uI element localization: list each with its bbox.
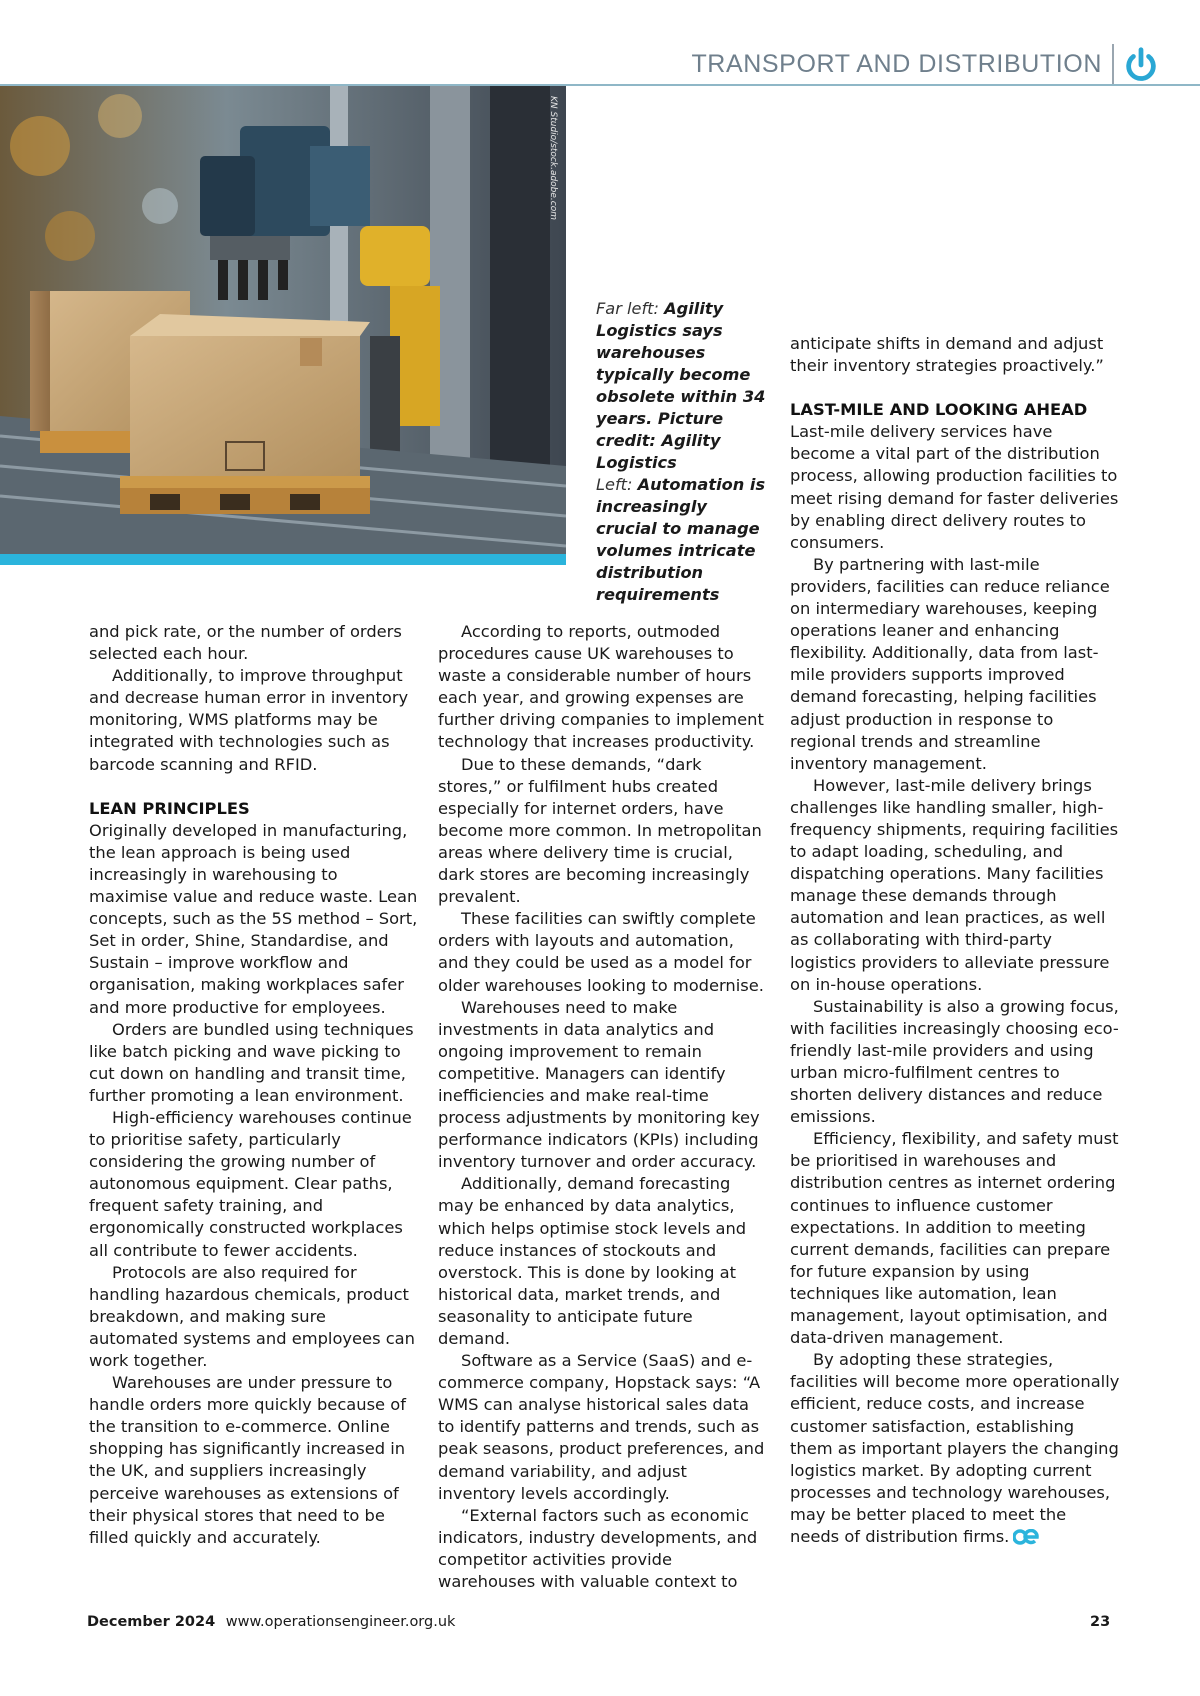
subheading: LAST-MILE AND LOOKING AHEAD — [790, 400, 1088, 420]
paragraph: Software as a Service (SaaS) and e-commerce company, Hopstack says: “A WMS can analyse historical sales data to identify patterns and trends, such as peak seasons, product preferences, and demand variability, and adjust inventory levels accordingly. — [438, 1351, 765, 1503]
paragraph — [790, 1349, 1120, 1548]
paragraph: By partnering with last-mile providers, facilities can reduce reliance on intermediary warehouses, keeping operations leaner and enhancing flexibility. Additionally, data from last-mile providers supports improved demand forecasting, helping facilities adjust production in response to regional trends and streamline inventory management. — [790, 554, 1110, 773]
subheading: LEAN PRINCIPLES — [89, 798, 250, 818]
paragraph: Warehouses need to make investments in data analytics and ongoing improvement to remain competitive. Managers can identify inefficiencies and make real-time process adjustments by monitoring key performance indicators (KPIs) including inventory turnover and order accuracy. — [438, 997, 760, 1172]
photo-caption — [596, 298, 772, 606]
article-column-1 — [89, 621, 419, 1549]
page-footer — [87, 1614, 455, 1630]
paragraph: Sustainability is also a growing focus, with facilities increasingly choosing eco-friendly last-mile providers and using urban micro-fulfilment centres to shorten delivery distances and reduce emissions. — [790, 996, 1119, 1127]
paragraph: These facilities can swiftly complete orders with layouts and automation, and they could be used as a model for older warehouses looking to modernise. — [438, 909, 764, 995]
paragraph: Last-mile delivery services have become a vital part of the distribution process, allowing production facilities to meet rising demand for faster deliveries by enabling direct delivery routes to consumers. — [790, 422, 1119, 552]
oe-end-logo — [1013, 1529, 1039, 1545]
caption-lead-left: Left: — [596, 475, 638, 494]
photo-accent-bar — [0, 554, 566, 565]
paragraph: Efficiency, flexibility, and safety must be prioritised in warehouses and distribution centres as internet ordering continues to influence customer expectations. In addition to meeting current demands, facilities can prepare for future expansion by using techniques like automation, lean management, layout optimisation, and data-driven management. — [790, 1129, 1119, 1348]
article-column-2 — [438, 621, 768, 1593]
warehouse-robot-photo — [0, 86, 566, 565]
paragraph-text: By adopting these strategies, facilities will become more operationally efficient, reduce costs, and increase customer satisfaction, establishing them as important players the changing logistics market. By adopting current processes and technology warehouses, may be better placed to meet the needs of distribution firms. — [790, 1350, 1120, 1546]
caption-text-left: Automation is increasingly crucial to manage volumes intricate distribution requirements — [596, 475, 766, 604]
paragraph: and pick rate, or the number of orders selected each hour. — [89, 622, 402, 664]
paragraph: “External factors such as economic indicators, industry developments, and competitor activities provide warehouses with valuable context to — [438, 1505, 758, 1592]
paragraph: Protocols are also required for handling hazardous chemicals, product breakdown, and making sure automated systems and employees can work together. — [89, 1262, 415, 1370]
paragraph: Originally developed in manufacturing, the lean approach is being used increasingly in warehousing to maximise value and reduce waste. Lean concepts, such as the 5S method – Sort, Set in order, Shine, Standardise, and Sustain – improve workflow and organisation, making workplaces safer and more productive for employees. — [89, 820, 418, 1017]
page-number: 23 — [1090, 1614, 1111, 1630]
paragraph: High-efficiency warehouses continue to prioritise safety, particularly considering the growing number of autonomous equipment. Clear paths, frequent safety training, and ergonomically constructed workplaces all contribute to fewer accidents. — [89, 1107, 412, 1260]
website-link[interactable]: www.operationsengineer.org.uk — [225, 1614, 456, 1630]
caption-lead-far-left: Far left: — [596, 299, 665, 318]
section-title: TRANSPORT AND DISTRIBUTION — [691, 50, 1102, 78]
paragraph: Additionally, to improve throughput and decrease human error in inventory monitoring, WMS platforms may be integrated with technologies such as barcode scanning and RFID. — [89, 666, 409, 774]
paragraph: Orders are bundled using techniques like batch picking and wave picking to cut down on handling and transit time, further promoting a lean environment. — [89, 1019, 414, 1105]
paragraph: According to reports, outmoded procedures cause UK warehouses to waste a considerable number of hours each year, and growing expenses are further driving companies to implement technology that increases productivity. — [438, 622, 764, 752]
paragraph: However, last-mile delivery brings challenges like handling smaller, high-frequency shipments, requiring facilities to adapt loading, scheduling, and dispatching operations. Many facilities manage these demands through automation and lean practices, as well as collaborating with third-party logistics providers to alleviate pressure on in-house operations. — [790, 775, 1119, 994]
caption-text-far-left: Agility Logistics says warehouses typically become obsolete within 34 years. Picture credit: Agility Logistics — [596, 299, 766, 472]
photo-credit: KN Studio/stock.adobe.com — [548, 96, 558, 221]
paragraph: Additionally, demand forecasting may be enhanced by data analytics, which helps optimise stock levels and reduce instances of stockouts and overstock. This is done by looking at historical data, market trends, and seasonality to anticipate future demand. — [438, 1174, 747, 1348]
article-column-3 — [790, 333, 1120, 1548]
paragraph: Due to these demands, “dark stores,” or fulfilment hubs created especially for internet orders, have become more common. In metropolitan areas where delivery time is crucial, dark stores are becoming increasingly prevalent. — [438, 754, 762, 907]
header-divider — [1112, 44, 1114, 84]
issue-date: December 2024 — [87, 1614, 216, 1630]
power-icon — [1122, 46, 1160, 84]
paragraph: Warehouses are under pressure to handle orders more quickly because of the transition to e-commerce. Online shopping has significantly increased in the UK, and suppliers increasingly perceive warehouses as extensions of their physical stores that need to be filled quickly and accurately. — [89, 1373, 406, 1547]
paragraph: anticipate shifts in demand and adjust their inventory strategies proactively.” — [790, 334, 1104, 376]
